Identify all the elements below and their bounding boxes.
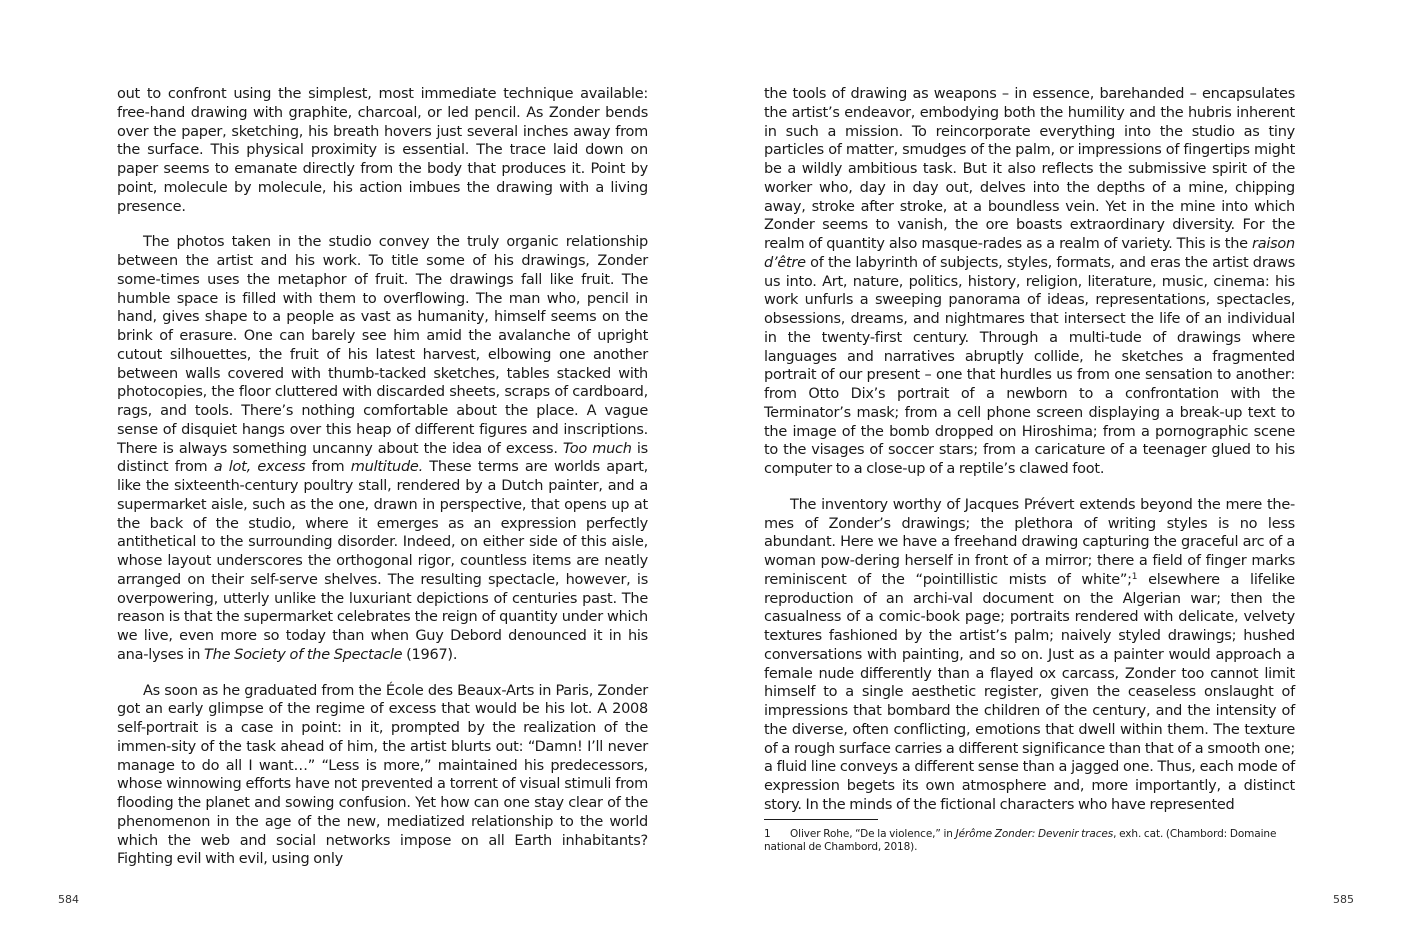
paragraph-4: the tools of drawing as weapons – in essence, barehanded – encapsulates the artist’s endeavor, embodying both the humility and the hubris inherent in such a mission. To reincorporate everything into the studio as tiny particles of matter, smudges of the palm, or impressions of fingertips might be a wildly ambitious task. But it also reflects the submissive spirit of the worker who, day in day out, delves into the depths of a mine, chipping away, stroke after stroke, at a boundless vein. Yet in the mine into which Zonder seems to vanish, the ore boasts extraordinary diversity. For the realm of quantity also masque-rades as a realm of variety. This is the raison d’être of the labyrinth of subjects, styles, formats, and eras the artist draws us into. Art, nature, politics, history, religion, literature, music, cinema: his work unfurls a sweeping panorama of ideas, representations, spectacles, obsessions, dreams, and nightmares that intersect the life of an individual in the twenty-first century. Through a multi-tude of drawings where languages and narratives abruptly collide, he sketches a fragmented portrait of our present – one that hurdles us from one sensation to another: from Otto Dix’s portrait of a newborn to a confrontation with the Terminator’s mask; from a cell phone screen displaying a break-up text to the image of the bomb dropped on Hiroshima; from a pornographic scene to the visages of soccer stars; from a caricature of a teenager glued to his computer to a close-up of a reptile’s clawed foot. (764, 86, 1295, 477)
footnote-divider (764, 819, 878, 820)
footnote-reference[interactable]: 1 (1131, 571, 1138, 582)
paragraph-3: As soon as he graduated from the École des Beaux-Arts in Paris, Zonder got an early glimpse of the regime of excess that would be his lot. A 2008 self-portrait is a case in point: in it, prompted by the realization of the immen-sity of the task ahead of him, the artist blurts out: “Damn! I’ll never manage to do all I want…” “Less is more,” maintained his predecessors, whose winnowing efforts have not prevented a torrent of visual stimuli from flooding the planet and sowing confusion. Yet how can one stay clear of the phenomenon in the age of the new, mediatized relationship to the world which the web and social networks impose on all Earth inhabitants? Fighting evil with evil, using only (117, 682, 648, 868)
right-page-text-column (764, 85, 1295, 854)
page-number-right: 585 (1333, 893, 1354, 906)
paragraph-1: out to confront using the simplest, most immediate technique available: free-hand drawing with graphite, charcoal, or led pencil. As Zonder bends over the paper, sketching, his breath hovers just several inches away from the surface. This physical proximity is essential. The trace laid down on paper seems to emanate directly from the body that produces it. Point by point, molecule by molecule, his action imbues the drawing with a living presence. (117, 86, 648, 215)
left-page-text-column (117, 85, 648, 886)
paragraph-5: The inventory worthy of Jacques Prévert extends beyond the mere the-mes of Zonder’s drawings; the plethora of writing styles is no less abundant. Here we have a freehand drawing capturing the graceful arc of a woman pow-dering herself in front of a mirror; there a field of finger marks reminiscent of the “pointillistic mists of white”;$^1$ elsewhere a lifelike reproduction of an archi-val document on the Algerian war; then the casualness of a comic-book page; portraits rendered with delicate, velvety textures fashioned by the artist’s palm; naively styled drawings; hushed conversations with painting, and so on. Just as a painter would approach a female nude differently than a flayed ox carcass, Zonder too cannot limit himself to a single aesthetic register, given the ceaseless onslaught of impressions that bombard the children of the century, and the intensity of the diverse, often conflicting, emotions that dwell within them. The texture of a rough surface carries a different significance than that of a smooth one; a fluid line conveys a different sense than a jagged one. Thus, each mode of expression begets its own atmosphere and, more importantly, a distinct story. In the minds of the fictional characters who have represented (764, 496, 1295, 813)
page-number-left: 584 (58, 893, 79, 906)
footnote-number: 1 (764, 827, 771, 840)
footnote-1: 1 Oliver Rohe, “De la violence,” in Jérôme Zonder: Devenir traces, exh. cat. (Chambord: Domaine national de Chambord, 2018). (764, 827, 1277, 853)
paragraph-2: The photos taken in the studio convey the truly organic relationship between the artist and his work. To title some of his drawings, Zonder some-times uses the metaphor of fruit. The drawings fall like fruit. The humble space is filled with them to overflowing. The man who, pencil in hand, gives shape to a people as vast as humanity, himself seems on the brink of erasure. One can barely see him amid the avalanche of upright cutout silhouettes, the fruit of his latest harvest, elbowing one another between walls covered with thumb-tacked sketches, tables stacked with photocopies, the floor cluttered with discarded sheets, scraps of cardboard, rags, and tools. There’s nothing comfortable about the place. A vague sense of disquiet hangs over this heap of different figures and inscriptions. There is always something uncanny about the idea of excess. Too much is distinct from a lot, excess from multitude. These terms are worlds apart, like the sixteenth-century poultry stall, rendered by a Dutch painter, and a supermarket aisle, such as the one, drawn in perspective, that opens up at the back of the studio, where it emerges as an expression perfectly antithetical to the surrounding disorder. Indeed, on either side of this aisle, whose layout underscores the orthogonal rigor, countless items are neatly arranged on their self-serve shelves. The resulting spectacle, however, is overpowering, utterly unlike the luxuriant depictions of centuries past. The reason is that the supermarket celebrates the reign of quantity under which we live, even more so today than when Guy Debord denounced it in his ana-lyses in The Society of the Spectacle (1967). (117, 234, 649, 663)
